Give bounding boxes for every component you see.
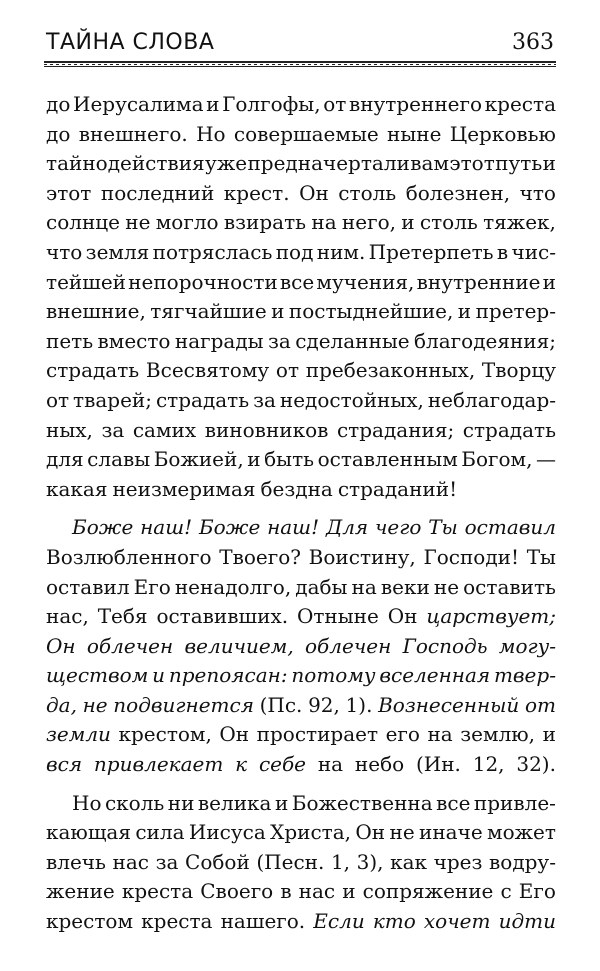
text-line bbox=[46, 90, 556, 120]
word: Если bbox=[313, 909, 365, 934]
word: кающая bbox=[46, 820, 131, 845]
text-line bbox=[46, 513, 556, 543]
word: ненадолго, bbox=[174, 574, 292, 599]
word: креста bbox=[141, 909, 213, 934]
word: Но bbox=[72, 790, 102, 815]
word: препоясан: bbox=[168, 663, 288, 688]
word: страдать bbox=[155, 387, 250, 412]
word: водру- bbox=[489, 849, 556, 874]
word: него, bbox=[341, 210, 396, 235]
word: в bbox=[496, 239, 509, 264]
word: предначертали bbox=[247, 151, 410, 176]
word: оставивших. bbox=[156, 604, 289, 629]
word: чего bbox=[374, 515, 422, 540]
word: тварей; bbox=[73, 387, 153, 412]
text-line bbox=[46, 179, 556, 209]
word: нас, bbox=[46, 604, 89, 629]
text-line bbox=[46, 149, 556, 179]
word: от bbox=[524, 692, 556, 717]
word: от bbox=[323, 92, 347, 116]
word: и bbox=[542, 722, 556, 747]
word: непорочности bbox=[128, 269, 278, 294]
word: солнце bbox=[46, 210, 120, 235]
word: мучения, bbox=[316, 269, 415, 294]
word: петь bbox=[46, 328, 94, 353]
word: крестом bbox=[46, 909, 134, 934]
word: постыднейшие, bbox=[288, 299, 454, 324]
text-line bbox=[46, 120, 556, 150]
word: Голгофы, bbox=[222, 92, 321, 116]
text-line bbox=[46, 789, 556, 819]
word: Богом, bbox=[461, 447, 533, 472]
text-line bbox=[46, 268, 556, 298]
word: виновников bbox=[204, 417, 329, 442]
word: жение bbox=[46, 879, 115, 904]
word: последний bbox=[100, 180, 215, 205]
word: быть bbox=[264, 447, 315, 472]
word: вселенная bbox=[379, 663, 491, 688]
word: себе bbox=[258, 752, 307, 777]
page-number: 363 bbox=[512, 30, 554, 55]
word: вам bbox=[410, 151, 450, 176]
text-line bbox=[46, 416, 556, 446]
word: что bbox=[519, 180, 556, 205]
word: Он bbox=[299, 180, 329, 205]
word: тяжек, bbox=[483, 210, 556, 235]
word: на bbox=[317, 752, 344, 777]
word: славы bbox=[87, 447, 151, 472]
word: — bbox=[535, 447, 556, 472]
word: столь bbox=[338, 180, 397, 205]
word: все bbox=[436, 790, 471, 815]
word: 3), bbox=[356, 849, 384, 874]
body-text bbox=[46, 90, 556, 937]
word: столь bbox=[419, 210, 478, 235]
word: награды bbox=[174, 328, 264, 353]
word: и bbox=[457, 299, 472, 324]
text-line bbox=[46, 238, 556, 268]
word: и bbox=[152, 663, 166, 688]
word: ныне bbox=[387, 121, 442, 146]
word: может bbox=[487, 820, 556, 845]
word: к bbox=[235, 752, 248, 777]
word: неблагодар- bbox=[427, 387, 556, 412]
word: Он bbox=[355, 820, 386, 845]
word: Возлюбленного bbox=[46, 544, 212, 569]
word: Вознесенный bbox=[378, 692, 520, 717]
word: Его bbox=[133, 574, 171, 599]
word: претер- bbox=[475, 299, 556, 324]
word: не bbox=[125, 210, 151, 235]
word: Иерусалима bbox=[73, 92, 204, 116]
word: путь bbox=[495, 151, 543, 176]
word: и bbox=[274, 790, 289, 815]
word: нашего. bbox=[220, 909, 306, 934]
word: сопряжение bbox=[362, 879, 494, 904]
word: на bbox=[311, 210, 337, 235]
word: (Пс. bbox=[259, 692, 303, 717]
word: за bbox=[253, 387, 276, 412]
word: что bbox=[46, 239, 83, 264]
word: 1). bbox=[345, 692, 373, 717]
text-line bbox=[46, 208, 556, 238]
word: и bbox=[206, 92, 220, 116]
word: дабы bbox=[295, 574, 348, 599]
word: оставил bbox=[46, 574, 130, 599]
word: земля bbox=[85, 239, 150, 264]
word: неизмеримая bbox=[112, 476, 256, 501]
word: от bbox=[275, 358, 300, 383]
word: простирает bbox=[256, 722, 379, 747]
word: страдать bbox=[46, 358, 140, 383]
paragraph bbox=[46, 789, 556, 937]
word: Господи! bbox=[423, 544, 520, 569]
word: земли bbox=[46, 722, 111, 747]
text-line bbox=[46, 818, 556, 848]
word: и bbox=[271, 299, 285, 324]
word: оставить bbox=[463, 574, 556, 599]
word: внешнего. bbox=[78, 121, 188, 146]
word: не bbox=[82, 692, 108, 717]
word: чрез bbox=[433, 849, 483, 874]
word: 92, bbox=[308, 692, 340, 717]
paragraph bbox=[46, 513, 556, 779]
word: 1, bbox=[330, 849, 351, 874]
word: Всесвятому bbox=[145, 358, 270, 383]
text-line bbox=[46, 848, 556, 878]
text-line bbox=[46, 543, 556, 573]
word: Божественна bbox=[291, 790, 433, 815]
word: ществом bbox=[46, 663, 149, 688]
word: и bbox=[342, 879, 356, 904]
header-rule bbox=[44, 61, 556, 67]
word: могу- bbox=[498, 633, 556, 658]
word: Он bbox=[219, 722, 250, 747]
text-line bbox=[46, 297, 556, 327]
word: от bbox=[46, 387, 70, 412]
page-header bbox=[0, 0, 600, 70]
word: уже bbox=[205, 151, 248, 176]
word: (Ин. bbox=[415, 752, 461, 777]
text-line bbox=[46, 327, 556, 357]
word: ним. bbox=[316, 239, 366, 264]
word: ных, bbox=[46, 417, 93, 442]
word: величием, bbox=[184, 633, 294, 658]
word: крестом, bbox=[118, 722, 212, 747]
word: с bbox=[500, 879, 512, 904]
word: Творцу bbox=[481, 358, 556, 383]
text-line bbox=[46, 750, 556, 780]
word: вместо bbox=[97, 328, 171, 353]
word: и bbox=[542, 151, 556, 176]
word: креста bbox=[121, 879, 194, 904]
word: наш! bbox=[140, 515, 193, 540]
word: взирать bbox=[223, 210, 307, 235]
word: и bbox=[247, 447, 261, 472]
word: землю, bbox=[460, 722, 536, 747]
word: внутренние bbox=[416, 269, 541, 294]
text-line bbox=[46, 720, 556, 750]
word: 12, bbox=[472, 752, 505, 777]
word: сделанные bbox=[295, 328, 410, 353]
word: нас bbox=[112, 849, 149, 874]
word: Христа, bbox=[270, 820, 352, 845]
word: могло bbox=[155, 210, 219, 235]
word: для bbox=[46, 447, 84, 472]
word: Твоего? bbox=[219, 544, 301, 569]
word: Божией, bbox=[153, 447, 244, 472]
word: да, bbox=[46, 692, 77, 717]
text-line bbox=[46, 386, 556, 416]
word: до bbox=[46, 121, 71, 146]
word: нас bbox=[298, 879, 336, 904]
paragraph bbox=[46, 90, 556, 504]
word: Но bbox=[196, 121, 226, 146]
running-title: ТАЙНА СЛОВА bbox=[46, 30, 215, 55]
text-line bbox=[46, 356, 556, 386]
word: не bbox=[433, 574, 460, 599]
word: крест. bbox=[223, 180, 290, 205]
word: за bbox=[155, 849, 179, 874]
word: влечь bbox=[46, 849, 106, 874]
word: потряслась bbox=[152, 239, 273, 264]
word: Тебя bbox=[97, 604, 148, 629]
word: совершаемые bbox=[233, 121, 379, 146]
text-line bbox=[46, 661, 556, 691]
word: этот bbox=[449, 151, 495, 176]
word: потому bbox=[291, 663, 376, 688]
word: самих bbox=[132, 417, 197, 442]
word: хочет bbox=[423, 909, 491, 934]
word: креста bbox=[484, 92, 556, 116]
word: под bbox=[275, 239, 314, 264]
word: веки bbox=[380, 574, 430, 599]
word: сколь bbox=[104, 790, 165, 815]
word: недостойных, bbox=[279, 387, 424, 412]
word: какая bbox=[46, 476, 108, 501]
word: Отныне bbox=[296, 604, 379, 629]
text-line bbox=[46, 691, 556, 721]
word: подвигнется bbox=[113, 692, 254, 717]
word: вся bbox=[46, 752, 83, 777]
word: оставил bbox=[464, 515, 556, 540]
word: на bbox=[427, 722, 453, 747]
word: привлекает bbox=[93, 752, 224, 777]
word: Иисуса bbox=[188, 820, 266, 845]
word: Ты bbox=[428, 515, 458, 540]
word: Претерпеть bbox=[368, 239, 494, 264]
word: твер- bbox=[493, 663, 556, 688]
word: страдать bbox=[462, 417, 556, 442]
word: в bbox=[280, 879, 292, 904]
word: облечен bbox=[86, 633, 174, 658]
word: и bbox=[542, 269, 556, 294]
word: страданий! bbox=[337, 476, 458, 501]
word: облечен bbox=[305, 633, 392, 658]
paragraph-gap bbox=[46, 780, 556, 789]
word: Его bbox=[518, 879, 556, 904]
word: велика bbox=[197, 790, 272, 815]
word: благодеяния; bbox=[414, 328, 556, 353]
word: страдания; bbox=[336, 417, 455, 442]
word: внешние, bbox=[46, 299, 146, 324]
paragraph-gap bbox=[46, 504, 556, 513]
word: Своего bbox=[200, 879, 274, 904]
word: иначе bbox=[419, 820, 483, 845]
word: болезнен, bbox=[405, 180, 511, 205]
word: и bbox=[401, 210, 415, 235]
word: идти bbox=[498, 909, 556, 934]
word: как bbox=[390, 849, 428, 874]
word: не bbox=[389, 820, 415, 845]
word: Ты bbox=[526, 544, 556, 569]
word: его bbox=[385, 722, 420, 747]
word: ни bbox=[167, 790, 195, 815]
word: (Песн. bbox=[256, 849, 325, 874]
word: сила bbox=[135, 820, 185, 845]
word: Боже bbox=[198, 515, 261, 540]
word: Боже bbox=[72, 515, 134, 540]
word: бездна bbox=[260, 476, 333, 501]
word: наш! bbox=[267, 515, 320, 540]
word: небо bbox=[354, 752, 405, 777]
word: царствует; bbox=[426, 604, 556, 629]
word: тейшей bbox=[46, 269, 126, 294]
word: Воистину, bbox=[308, 544, 416, 569]
word: пребезаконных, bbox=[305, 358, 476, 383]
word: чис- bbox=[511, 239, 556, 264]
word: Господь bbox=[402, 633, 488, 658]
text-line bbox=[46, 602, 556, 632]
word: на bbox=[351, 574, 377, 599]
word: 32). bbox=[516, 752, 556, 777]
text-line bbox=[46, 907, 556, 937]
text-line bbox=[46, 632, 556, 662]
word: до bbox=[46, 92, 71, 116]
word: все bbox=[279, 269, 315, 294]
word: внутреннего bbox=[348, 92, 483, 116]
word: оставленным bbox=[317, 447, 458, 472]
word: тягчайшие bbox=[150, 299, 267, 324]
word: тайнодействия bbox=[46, 151, 205, 176]
word: привле- bbox=[473, 790, 556, 815]
text-line bbox=[46, 877, 556, 907]
text-line bbox=[46, 445, 556, 475]
word: Он bbox=[387, 604, 418, 629]
word: кто bbox=[372, 909, 416, 934]
word: этот bbox=[46, 180, 92, 205]
word: Он bbox=[46, 633, 76, 658]
word: за bbox=[267, 328, 291, 353]
text-line bbox=[46, 573, 556, 603]
word: за bbox=[101, 417, 125, 442]
word: Собой bbox=[185, 849, 250, 874]
word: Церковью bbox=[449, 121, 556, 146]
text-line bbox=[46, 475, 556, 505]
word: Для bbox=[325, 515, 369, 540]
